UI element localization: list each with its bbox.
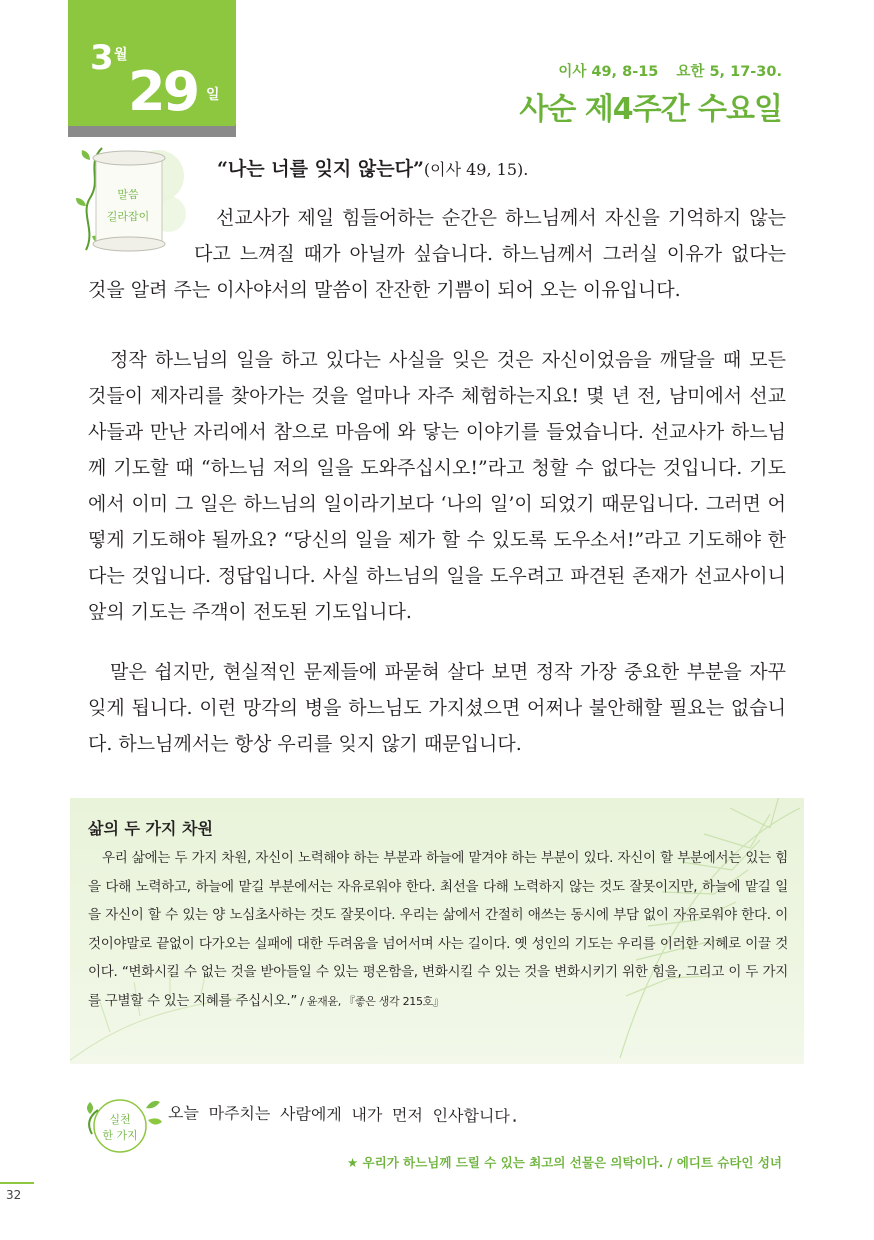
- reflection-paragraph-3: 말은 쉽지만, 현실적인 문제들에 파묻혀 살다 보면 정작 가장 중요한 부분을 자꾸 잊게 됩니다. 이런 망각의 병을 하느님도 가지셨으면 어쩌나 불안해할 필요는 없습니다. 하느님께서는 항상 우리를 잊지 않기 때문입니다.: [88, 661, 786, 755]
- practice-badge-2: 한 가지: [102, 1129, 138, 1142]
- reading-1: 이사 49, 8-15: [558, 64, 659, 80]
- quote-reference: (이사 49, 15).: [423, 160, 529, 179]
- practice-badge-1: 실천: [109, 1113, 131, 1126]
- date-month: 3: [90, 38, 113, 78]
- scroll-label-1: 말씀: [117, 188, 139, 201]
- reading-2: 요한 5, 17-30.: [676, 64, 782, 80]
- date-month-unit: 월: [114, 47, 128, 63]
- practice-badge-icon: [82, 1094, 164, 1158]
- reflection-paragraph-1: [88, 200, 786, 308]
- practice-text: 오늘 마주치는 사람에게 내가 먼저 인사합니다.: [167, 1103, 520, 1126]
- box-body: [88, 844, 788, 1016]
- box-title: 삶의 두 가지 차원: [88, 819, 213, 838]
- two-dimensions-box: [70, 798, 804, 1064]
- date-day: 29: [128, 60, 198, 123]
- date-day-unit: 일: [206, 87, 220, 103]
- liturgical-day-title: 사순 제4주간 수요일: [519, 92, 782, 127]
- page-number: 32: [6, 1188, 22, 1202]
- scripture-quote: [217, 154, 528, 181]
- paragraph-1-text: 선교사가 제일 힘들어하는 순간은 하느님께서 자신을 기억하지 않는다고 느껴질 때가 아닐까 싶습니다. 하느님께서 그러실 이유가 없다는 것을 알려 주는 이사야서의 말씀이 잔잔한 기쁨이 되어 오는 이유입니다.: [88, 207, 786, 301]
- date-tab: [68, 0, 236, 137]
- box-body-text: 우리 삶에는 두 가지 차원, 자신이 노력해야 하는 부분과 하늘에 맡겨야 하는 부분이 있다. 자신이 할 부분에서는 있는 힘을 다해 노력하고, 하늘에 맡길 부분에서는 자유로워야 한다. 최선을 다해 노력하지 않는 것도 잘못이지만, 하늘에 맡길 일을 자신이 할 수 있는 양 노심초사하는 것도 잘못이다. 우리는 삶에서 간절히 애쓰는 동시에 부담 없이 자유로워야 한다. 이것이야말로 끝없이 다가오는 실패에 대한 두려움을 넘어서며 사는 길이다. 옛 성인의 기도는 우리를 이러한 지혜로 이끌 것이다. “변화시킬 수 없는 것을 받아들일 수 있는 평온함을, 변화시킬 수 있는 것을 변화시키기 위한 힘을, 그리고 이 두 가지를 구별할 수 있는 지혜를 주십시오.”: [88, 850, 788, 1009]
- quote-text: “나는 너를 잊지 않는다”: [217, 158, 424, 180]
- footer-quote: ★ 우리가 하느님께 드릴 수 있는 최고의 선물은 의탁이다. / 에디트 슈타인 성녀: [347, 1155, 782, 1170]
- reflection-paragraph-2: 정작 하느님의 일을 하고 있다는 사실을 잊은 것은 자신이었음을 깨달을 때 모든 것들이 제자리를 찾아가는 것을 얼마나 자주 체험하는지요! 몇 년 전, 남미에서 선교사들과 만난 자리에서 참으로 마음에 와 닿는 이야기를 들었습니다. 선교사가 하느님께 기도할 때 “하느님 저의 일을 도와주십시오!”라고 청할 수 없다는 것입니다. 기도에서 이미 그 일은 하느님의 일이라기보다 ‘나의 일’이 되었기 때문입니다. 그러면 어떻게 기도해야 될까요? “당신의 일을 제가 할 수 있도록 도우소서!”라고 기도해야 한다는 것입니다. 정답입니다. 사실 하느님의 일을 도우려고 파견된 존재가 선교사이니 앞의 기도는 주객이 전도된 기도입니다.: [88, 349, 786, 623]
- scroll-label-2: 길라잡이: [106, 210, 150, 223]
- date-tab-green: [68, 0, 236, 126]
- scripture-readings: [558, 60, 782, 81]
- box-source: / 윤재윤, 『좋은 생각 215호』: [297, 994, 444, 1008]
- page-rule: [0, 1182, 34, 1184]
